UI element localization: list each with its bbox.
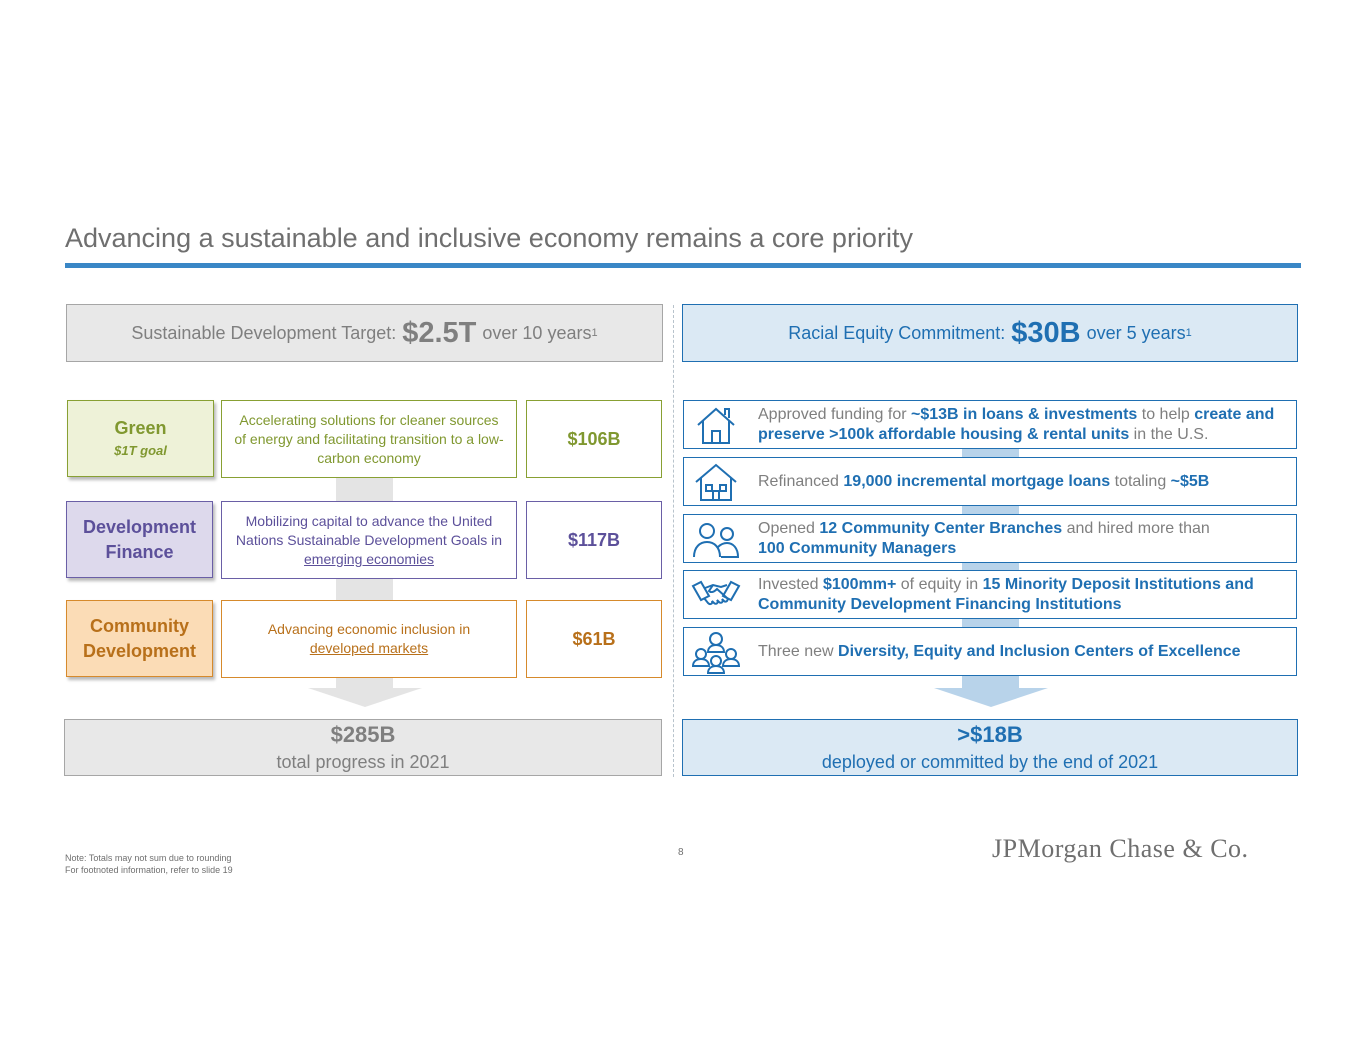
sustainable-target-value: $2.5T: [402, 316, 477, 349]
footnote-marker: 1: [1185, 327, 1192, 339]
group-icon: [684, 628, 748, 675]
company-logo: JPMorgan Chase & Co.: [992, 834, 1249, 863]
house-icon: [684, 401, 748, 448]
title-rule: [65, 263, 1301, 268]
category-amount-community-development: $61B: [526, 600, 662, 678]
category-description-green: Accelerating solutions for cleaner sources of energy and facilitating transition to a low-carbon economy: [221, 400, 517, 478]
footnote: [65, 852, 233, 876]
initiative-community-branches: [683, 514, 1297, 563]
category-community-development: [66, 600, 213, 677]
category-description-development-finance: [221, 501, 517, 579]
category-name: Finance: [105, 541, 174, 562]
right-total-box: [682, 719, 1298, 776]
initiative-text: Invested $100mm+ of equity in 15 Minority Deposit Institutions and Community Development Financing Institutions: [758, 575, 1254, 613]
category-name: Community: [90, 615, 189, 636]
initiative-mortgage-refinance: [683, 457, 1297, 506]
column-divider: [673, 305, 674, 777]
description-link: emerging economies: [304, 550, 434, 567]
category-amount-green: $106B: [526, 400, 662, 478]
left-total-value: $285B: [330, 721, 396, 747]
footnote-marker: 1: [591, 327, 598, 339]
people-icon: [684, 515, 748, 562]
category-name: Development: [82, 640, 197, 661]
racial-equity-label: Racial Equity Commitment:: [788, 322, 1006, 343]
initiative-minority-deposit: [683, 570, 1297, 619]
racial-equity-suffix: over 5 years: [1086, 322, 1186, 343]
sustainable-target-suffix: over 10 years: [482, 322, 592, 343]
page-title: Advancing a sustainable and inclusive economy remains a core priority: [65, 223, 913, 253]
handshake-icon: [684, 571, 748, 618]
category-goal: $1T goal: [114, 443, 167, 458]
initiative-text: Opened 12 Community Center Branches and hired more than 100 Community Managers: [758, 519, 1210, 557]
category-description-community-development: [221, 600, 517, 678]
page-number: 8: [678, 847, 684, 858]
category-amount-development-finance: $117B: [526, 501, 662, 579]
initiative-dei-centers: [683, 627, 1297, 676]
mortgage-house-icon: [684, 458, 748, 505]
initiative-text: Approved funding for ~$13B in loans & investments to help create and preserve >100k affordable housing & rental units in the U.S.: [758, 405, 1275, 443]
right-arrow-head: [934, 688, 1048, 707]
note-line: Note: Totals may not sum due to rounding: [65, 853, 232, 863]
racial-equity-header: [682, 304, 1298, 362]
left-total-label: total progress in 2021: [276, 751, 450, 772]
initiative-affordable-housing: [683, 400, 1297, 449]
category-name: Development: [82, 516, 197, 537]
category-green: [67, 400, 214, 477]
right-total-label: deployed or committed by the end of 2021: [821, 751, 1159, 772]
initiative-text: Refinanced 19,000 incremental mortgage loans totaling ~$5B: [758, 472, 1210, 490]
right-total-value: >$18B: [957, 721, 1023, 747]
left-total-box: [64, 719, 662, 776]
description-link: developed markets: [309, 640, 429, 656]
category-development-finance: [66, 501, 213, 578]
sustainable-target-header: [66, 304, 663, 362]
note-line: For footnoted information, refer to slide 19: [65, 865, 233, 875]
left-arrow-head: [308, 688, 422, 707]
description-text: Advancing economic inclusion in: [267, 621, 471, 637]
initiative-text: Three new Diversity, Equity and Inclusion Centers of Excellence: [758, 642, 1241, 660]
description-text: Mobilizing capital to advance the United Nations Sustainable Development Goals in: [235, 512, 503, 548]
sustainable-target-label: Sustainable Development Target:: [131, 322, 397, 343]
category-name: Green: [114, 418, 167, 438]
racial-equity-value: $30B: [1011, 316, 1081, 349]
